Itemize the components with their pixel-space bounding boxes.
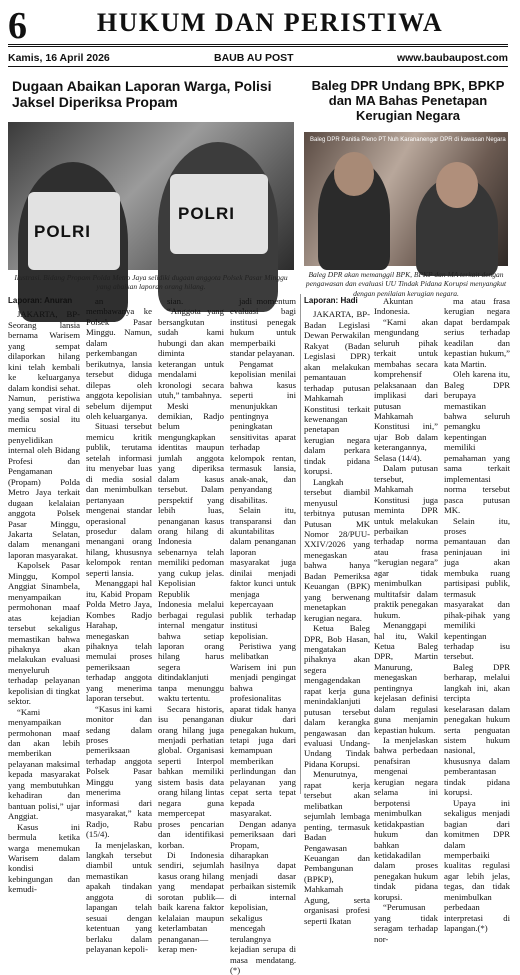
photo-overlay-text: Baleg DPR Panitia Pleno PT Nuh Karananengar DPR di kawasan Negara <box>310 137 506 143</box>
paragraph: Di Indonesia sendiri, sejumlah kasus orang hilang yang mendapat sorotan publik—baik karena faktor kelalaian maupun keterlambatan penanganan—kerap men- <box>158 850 224 955</box>
right-article-column-1 <box>304 296 370 926</box>
paragraph: Meski demikian, Radjo belum mengungkapkan identitas maupun jumlah anggota yang diperiksa dalam kasus tersebut. Dalam perspektif yang lebih luas, penanganan kasus orang hilang di Indonesia sebenarnya telah memiliki pedoman yang cukup jelas. Kepolisian Republik Indonesia melalui berbagai regulasi internal mengatur bahwa setiap laporan orang hilang harus segera ditindaklanjuti tanpa menunggu waktu tertentu. <box>158 400 224 704</box>
paragraph: jadi momentum evaluasi bagi institusi penegak hukum untuk memperbaiki standar pelayanan. <box>230 296 296 359</box>
column-paragraphs <box>230 296 296 975</box>
paragraph: Kapolsek Pasar Minggu, Kompol Anggiat Sinambela, menyampaikan permohonan maaf atas kejadian tersebut sekaligus memastikan bahwa pihaknya akan melakukan evaluasi menyeluruh terhadap pelayanan kepolisian di tingkat sektor. <box>8 560 80 707</box>
section-title: HUKUM DAN PERISTIWA <box>96 8 444 37</box>
official-left-head <box>334 152 374 196</box>
paragraph: an membawanya ke Polsek Pasar Minggu. Namun, dalam perkembangan berikutnya, lansia tersebut diduga dilepas oleh anggota kepolisian sebelum dijemput oleh keluarganya. <box>86 296 152 421</box>
right-article-column-2 <box>374 296 438 944</box>
paragraph: Menanggapi hal itu, Wakil Ketua Baleg DPR, Martin Manurung, menegaskan pentingnya kejelasan definisi dalam regulasi guna menjamin kepastian hukum. <box>374 620 438 735</box>
page-number: 6 <box>8 5 27 47</box>
column-paragraphs <box>374 296 438 944</box>
paragraph: Baleg DPR berharap, melalui langkah ini, akan tercipta keselarasan dalam penegakan hukum serta penguatan sistem hukum nasional, khususnya dalam pemberantasan tindak pidana korupsi. <box>444 661 510 798</box>
left-photo-caption: Ilustrasi. Bidang Propam Polda Metro Jaya selidiki dugaan anggota Polsek Pasar Minggu yang abaikan laporan orang hilang. <box>14 273 288 292</box>
paragraph: JAKARTA, BP-Seorang lansia bernama Warisem yang sempat dilaporkan hilang kini telah kembali ke keluarganya dalam kondisi sehat. Namun, peristiwa yang sempat viral di media sosial itu memicu penyelidikan internal oleh Bidang Profesi dan Pengamanan (Propam) Polda Metro Jaya terkait dugaan kelalaian anggota Polsek Pasar Minggu, Jakarta Selatan, dalam menangani laporan masyarakat. <box>8 309 80 560</box>
paragraph: “Perumusan yang tidak seragam terhadap nor- <box>374 902 438 944</box>
vest-lettering: POLRI <box>34 222 91 241</box>
website-link[interactable]: www.baubaupost.com <box>396 52 508 64</box>
right-article-author: Laporan: Hadi <box>304 296 358 305</box>
left-article-column-2 <box>86 296 152 955</box>
paragraph: Ketua Baleg DPR, Bob Hasan, mengatakan pihaknya akan segera mengagendakan rapat kerja guna menindaklanjuti putusan tersebut dalam kerangka pengawasan dan evaluasi Undang-Undang Tindak Pidana Korupsi. <box>304 623 370 769</box>
paragraph: Dengan adanya pemeriksaan dari Propam, diharapkan hasilnya dapat menjadi dasar perbaikan sistemik di internal kepolisian, sekaligus mencegah terulangnya kejadian serupa di masa mendatang. (*) <box>230 818 296 975</box>
paragraph: Akuntan Indonesia. <box>374 296 413 317</box>
right-article-column-3 <box>444 296 510 934</box>
masthead-rule-top <box>8 44 508 47</box>
column-paragraphs <box>444 296 510 934</box>
right-article-photo <box>304 132 508 266</box>
left-article-headline: Dugaan Abaikan Laporan Warga, Polisi Jaksel Diperiksa Propam <box>12 78 272 111</box>
column-paragraphs <box>158 296 224 955</box>
paragraph: “Kami akan mengundang seluruh pihak terkait untuk membahas secara komprehensif pelaksanaan dan implikasi dari putusan Mahkamah Konstitusi ini,” ujar Bob dalam keterangannya, Selasa (14/4). <box>374 316 438 463</box>
column-paragraphs <box>8 309 80 894</box>
paragraph: Kasus ini bermula ketika warga menemukan Warisem dalam kondisi kebingungan dan kemudi- <box>8 821 80 895</box>
paragraph: Menurutnya, rapat kerja tersebut akan melibatkan sejumlah lembaga penting, termasuk Badan Pengawasan Keuangan dan Pembangunan (BPKP), Mahkamah Agung, serta organisasi profesi seperti Ikatan <box>304 769 370 926</box>
paragraph: JAKARTA, BP-Badan Legislasi Dewan Perwakilan Rakyat (Badan Legislasi DPR) akan melakukan pemantauan terhadap putusan Mahkamah Konstitusi terkait kewenangan penetapan kerugian negara dalam perkara tindak pidana korupsi. <box>304 309 370 477</box>
left-article-column-1 <box>8 296 80 895</box>
paragraph: ma atau frasa kerugian negara dapat berdampak serius terhadap keadilan dan kepastian hukum,” kata Martin. <box>444 296 510 369</box>
left-article-column-3 <box>158 296 224 955</box>
paragraph: Situasi tersebut memicu kritik publik, terutama setelah informasi itu menyebar luas di media sosial dan menimbulkan pertanyaan mengenai standar operasional prosedur dalam menangani orang hilang, khususnya kelompok rentan seperti lansia. <box>86 421 152 578</box>
paragraph: Selain itu, proses pemantauan dan peninjauan ini juga akan membuka ruang partisipasi publik, termasuk masyarakat dan pihak-pihak yang memiliki kepentingan terhadap isu tersebut. <box>444 515 510 662</box>
masthead-rule-bottom <box>8 66 508 67</box>
left-article-author: Laporan: Anuran <box>8 296 73 305</box>
paragraph: Selain itu, transparansi dan akuntabilitas dalam penanganan laporan masyarakat juga dinilai menjadi faktor kunci untuk menjaga kepercayaan publik terhadap institusi kepolisian. <box>230 505 296 641</box>
paragraph: Upaya ini sekaligus menjadi bagian dari komitmen DPR dalam memperbaiki kualitas regulasi agar lebih jelas, tegas, dan tidak menimbulkan perbedaan interpretasi di lapangan.(*) <box>444 797 510 934</box>
paragraph: “Kami menyampaikan permohonan maaf dan akan lebih memberikan pelayanan maksimal kepada masyarakat yang membutuhkan kehadiran dan bantuan polisi,” ujar Anggiat. <box>8 706 80 822</box>
paragraph: Secara historis, isu penanganan orang hilang juga menjadi perhatian global. Organisasi seperti Interpol bahkan memiliki sistem basis data orang hilang lintas negara guna mempercepat proses pencarian dan identifikasi korban. <box>158 703 224 850</box>
right-photo-caption: Baleg DPR akan memanggil BPK, BPKP dan MA terkait dengan pengawasan dan evaluasi UU Tindak Pidana Korupsi menyangkut dengan penilaian kerugian negara. <box>305 270 507 298</box>
paragraph: “Kasus ini kami monitor dan sedang dalam proses pemeriksaan terhadap anggota Polsek Pasar Minggu yang menerima informasi dari masyarakat,” kata Radjo, Rabu (15/4). <box>86 703 152 840</box>
left-article-column-4 <box>230 296 296 975</box>
paragraph: “Anggota yang bersangkutan sudah kami hubungi dan akan diminta keterangan untuk mendalami kronologi secara utuh,” tambahnya. <box>158 306 224 401</box>
paragraph: sian. <box>167 296 184 306</box>
paragraph: Langkah tersebut diambil menyusul terbitnya putusan Putusan MK Nomor 28/PUU-XXIV/2026 yang menegaskan bahwa hanya Badan Pemeriksa Keuangan (BPK) yang berwenang menetapkan kerugian negara. <box>304 476 370 623</box>
paragraph: Ia menjelaskan bahwa perbedaan penafsiran mengenai kerugian negara selama ini berpotensi menimbulkan ketidakpastian hukum dan bahkan ketidakadilan dalam proses penegakan hukum tindak pidana korupsi. <box>374 735 438 902</box>
official-right-head <box>436 162 478 208</box>
masthead <box>0 0 520 62</box>
column-divider <box>300 294 301 794</box>
paragraph: Oleh karena itu, Baleg DPR berupaya memastikan bahwa seluruh pemangku kepentingan memiliki pemahaman yang sama terkait implementasi norma tersebut pasca putusan MK. <box>444 369 510 516</box>
paragraph: Dalam putusan tersebut, Mahkamah Konstitusi juga meminta DPR untuk melakukan perbaikan terhadap norma atau frasa “kerugian negara” agar tidak menimbulkan multitafsir dalam praktik penegakan hukum. <box>374 463 438 620</box>
paragraph: Pengamat kepolisian menilai bahwa kasus seperti ini menunjukkan pentingnya peningkatan sensitivitas aparat terhadap kelompok rentan, termasuk lansia, anak-anak, dan penyandang disabilitas. <box>230 358 296 505</box>
column-paragraphs <box>304 309 370 926</box>
paragraph: Peristiwa yang melibatkan Warisem ini pun menjadi pengingat bahwa profesionalitas aparat tidak hanya diukur dari penegakan hukum, tetapi juga dari kemampuan memberikan perlindungan dan pelayanan yang cepat serta tepat kepada masyarakat. <box>230 640 296 819</box>
left-article-photo <box>8 122 294 270</box>
publication-name: BAUB AU POST <box>214 52 294 64</box>
column-paragraphs <box>86 296 152 955</box>
paragraph: Ia menjelaskan, langkah tersebut diambil untuk memastikan apakah tindakan anggota di lapangan telah sesuai dengan ketentuan yang berlaku dalam pelayanan kepoli- <box>86 839 152 955</box>
paragraph: Menanggapi hal itu, Kabid Propam Polda Metro Jaya, Kombes Radjo Harahap, menegaskan pihaknya telah memulai proses pemeriksaan terhadap anggota yang menerima laporan tersebut. <box>86 578 152 704</box>
issue-date: Kamis, 16 April 2026 <box>8 52 110 64</box>
right-article-headline: Baleg DPR Undang BPK, BPKP dan MA Bahas Penetapan Kerugian Negara <box>311 78 505 124</box>
vest-lettering: POLRI <box>178 204 235 223</box>
